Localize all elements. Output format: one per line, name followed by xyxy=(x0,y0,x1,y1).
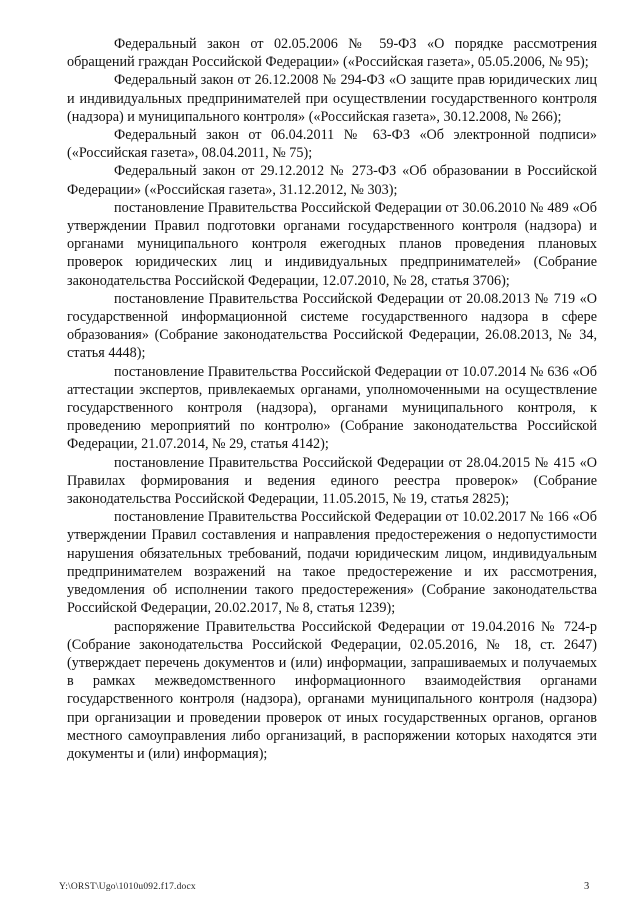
paragraph-resolution-719: постановление Правительства Российской Федерации от 20.08.2013 № 719 «О государственной информационной системе государственного надзора в сфере образования» (Собрание законодательства Российской Федерации, 26.08.2013, № 34, статья 4448); xyxy=(67,290,597,362)
paragraph-law-59fz: Федеральный закон от 02.05.2006 № 59-ФЗ «О порядке рассмотрения обращений граждан Российской Федерации» («Российская газета», 05.05.2006, № 95); xyxy=(67,36,597,71)
document-body xyxy=(67,35,597,763)
paragraph-resolution-489: постановление Правительства Российской Федерации от 30.06.2010 № 489 «Об утверждении Правил подготовки органами государственного контроля (надзора) и органами муниципального контроля ежегодных планов проведения плановых проверок юридических лиц и индивидуальных предпринимателей» (Собрание законодательства Российской Федерации, 12.07.2010, № 28, статья 3706); xyxy=(67,199,597,289)
footer-file-path: Y:\ORST\Ugo\1010u092.f17.docx xyxy=(59,882,196,892)
footer-page-number: 3 xyxy=(584,881,590,892)
paragraph-law-63fz: Федеральный закон от 06.04.2011 № 63-ФЗ «Об электронной подписи» («Российская газета», 08.04.2011, № 75); xyxy=(67,127,597,162)
paragraph-order-724r: распоряжение Правительства Российской Федерации от 19.04.2016 № 724-р (Собрание законодательства Российской Федерации, 02.05.2016, № 18, ст. 2647) (утверждает перечень документов и (или) информации, запрашиваемых и получаемых в рамках межведомственного информационного взаимодействия органами государственного контроля (надзора), органами муниципального контроля (надзора) при организации и проведении проверок от иных государственных органов, органов местного самоуправления либо организаций, в распоряжении которых находятся эти документы и (или) информация); xyxy=(67,618,597,762)
paragraph-law-294fz: Федеральный закон от 26.12.2008 № 294-ФЗ «О защите прав юридических лиц и индивидуальных предпринимателей при осуществлении государственного контроля (надзора) и муниципального контроля» («Российская газета», 30.12.2008, № 266); xyxy=(67,72,597,125)
paragraph-resolution-166: постановление Правительства Российской Федерации от 10.02.2017 № 166 «Об утверждении Правил составления и направления предостережения о недопустимости нарушения обязательных требований, подачи юридическим лицом, индивидуальным предпринимателем возражений на такое предостережение и их рассмотрения, уведомления об исполнении такого предостережения» (Собрание законодательства Российской Федерации, 20.02.2017, № 8, статья 1239); xyxy=(67,509,597,617)
paragraph-law-273fz: Федеральный закон от 29.12.2012 № 273-ФЗ «Об образовании в Российской Федерации» («Российская газета», 31.12.2012, № 303); xyxy=(67,163,597,198)
paragraph-resolution-636: постановление Правительства Российской Федерации от 10.07.2014 № 636 «Об аттестации экспертов, привлекаемых органами, уполномоченными на осуществление государственного контроля (надзора), органами муниципального контроля, к проведению мероприятий по контролю» (Собрание законодательства Российской Федерации, 21.07.2014, № 29, статья 4142); xyxy=(67,363,597,453)
paragraph-resolution-415: постановление Правительства Российской Федерации от 28.04.2015 № 415 «О Правилах формирования и ведения единого реестра проверок» (Собрание законодательства Российской Федерации, 11.05.2015, № 19, статья 2825); xyxy=(67,454,597,508)
